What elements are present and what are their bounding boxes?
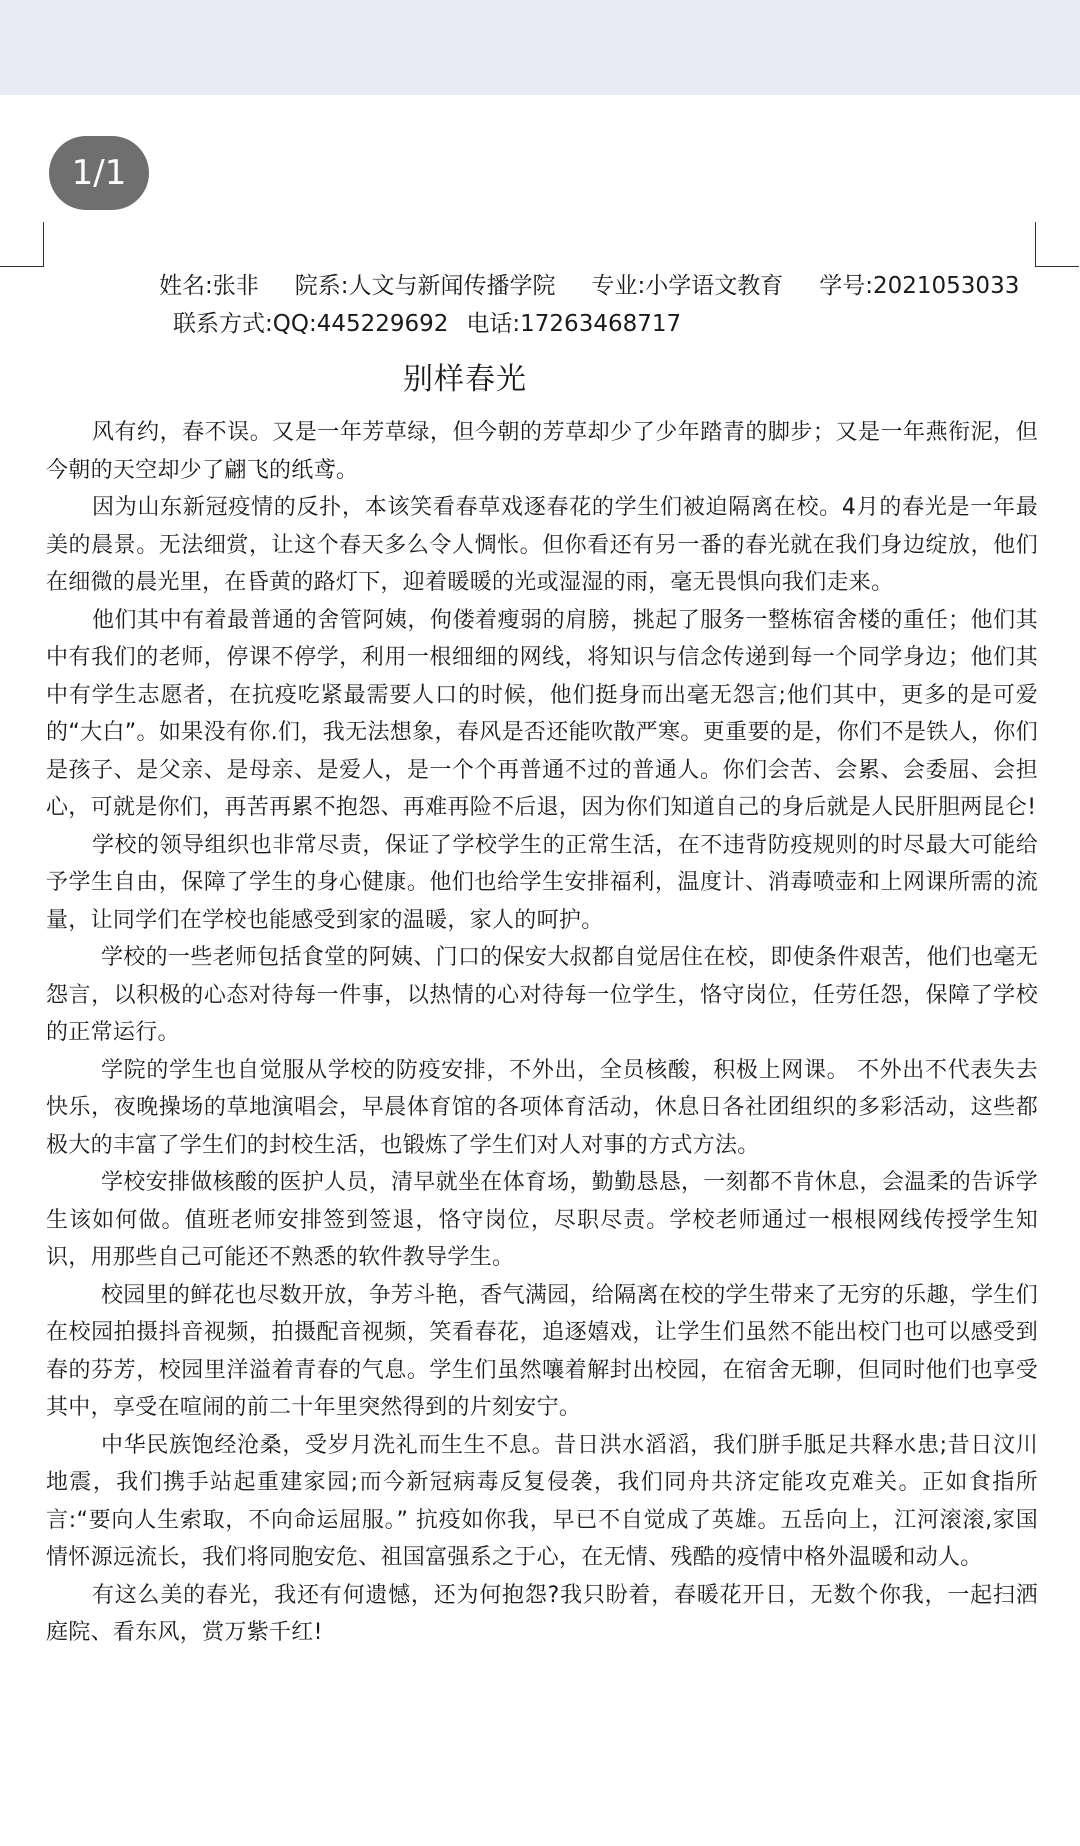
page-indicator: 1/1 xyxy=(49,136,149,210)
essay-paragraph: 风有约，春不误。又是一年芳草绿，但今朝的芳草却少了少年踏青的脚步；又是一年燕衔泥，但今朝的天空却少了翩飞的纸鸢。 xyxy=(46,420,1038,483)
essay-paragraph: 校园里的鲜花也尽数开放，争芳斗艳，香气满园，给隔离在校的学生带来了无穷的乐趣，学生们在校园拍摄抖音视频，拍摄配音视频，笑看春花，追逐嬉戏，让学生们虽然不能出校门也可以感受到春的芬芳，校园里洋溢着青春的气息。学生们虽然嚷着解封出校园，在宿舍无聊，但同时他们也享受其中，享受在喧闹的前二十年里突然得到的片刻安宁。 xyxy=(46,1282,1038,1420)
essay-paragraph: 学院的学生也自觉服从学校的防疫安排，不外出，全员核酸，积极上网课。 不外出不代表失去快乐，夜晚操场的草地演唱会，早晨体育馆的各项体育活动，休息日各社团组织的多彩活动，这些都极大的丰富了学生们的封校生活，也锻炼了学生们对人对事的方式方法。 xyxy=(46,1057,1038,1158)
contact-qq: 联系方式:QQ:445229692 xyxy=(173,311,449,337)
essay-paragraph: 因为山东新冠疫情的反扑，本该笑看春草戏逐春花的学生们被迫隔离在校。4月的春光是一年最美的晨景。无法细赏，让这个春天多么令人惆怅。但你看还有另一番的春光就在我们身边绽放，他们在细微的晨光里，在昏黄的路灯下，迎着暖暖的光或湿湿的雨，毫无畏惧向我们走来。 xyxy=(46,495,1038,595)
essay-title: 别样春光 xyxy=(403,362,527,397)
essay-paragraph: 学校的一些老师包括食堂的阿姨、门口的保安大叔都自觉居住在校，即使条件艰苦，他们也毫无怨言，以积极的心态对待每一件事，以热情的心对待每一位学生，恪守岗位，任劳任怨，保障了学校的正常运行。 xyxy=(46,945,1038,1045)
student-department: 院系:人文与新闻传播学院 xyxy=(294,273,556,299)
viewer-top-bar xyxy=(0,0,1080,95)
essay-paragraph: 学校的领导组织也非常尽责，保证了学校学生的正常生活，在不违背防疫规则的时尽最大可能给予学生自由，保障了学生的身心健康。他们也给学生安排福利，温度计、消毒喷壶和上网课所需的流量，让同学们在学校也能感受到家的温暖，家人的呵护。 xyxy=(46,832,1038,933)
crop-mark-top-left xyxy=(0,222,44,267)
essay-paragraph: 他们其中有着最普通的舍管阿姨，佝偻着瘦弱的肩膀，挑起了服务一整栋宿舍楼的重任；他们其中有我们的老师，停课不停学，利用一根细细的网线，将知识与信念传递到每一个同学身边；他们其中有学生志愿者，在抗疫吃紧最需要人口的时候，他们挺身而出毫无怨言;他们其中，更多的是可爱的“大白”。如果没有你.们，我无法想象，春风是否还能吹散严寒。更重要的是，你们不是铁人，你们是孩子、是父亲、是母亲、是爱人，是一个个再普通不过的普通人。你们会苦、会累、会委屈、会担心，可就是你们，再苦再累不抱怨、再难再险不后退，因为你们知道自己的身后就是人民肝胆两昆仑! xyxy=(46,607,1038,820)
student-major: 专业:小学语文教育 xyxy=(591,273,784,299)
essay-paragraph: 中华民族饱经沧桑，受岁月洗礼而生生不息。昔日洪水滔滔，我们胼手胝足共释水患;昔日汶川地震，我们携手站起重建家园;而今新冠病毒反复侵袭，我们同舟共济定能攻克难关。正如食指所言:“要向人生索取，不向命运屈服。” 抗疫如你我，早已不自觉成了英雄。五岳向上，江河滚滚,家国情怀源远流长，我们将同胞安危、祖国富强系之于心，在无情、残酷的疫情中格外温暖和动人。 xyxy=(46,1432,1038,1570)
contact-phone: 电话:17263468717 xyxy=(466,311,682,337)
essay-paragraph: 有这么美的春光，我还有何遗憾，还为何抱怨?我只盼着，春暖花开日，无数个你我，一起扫洒庭院、看东风，赏万紫千红! xyxy=(46,1582,1038,1645)
essay-paragraph: 学校安排做核酸的医护人员，清早就坐在体育场，勤勤恳恳，一刻都不肯休息，会温柔的告诉学生该如何做。值班老师安排签到签退，恪守岗位，尽职尽责。学校老师通过一根根网线传授学生知识，用那些自己可能还不熟悉的软件教导学生。 xyxy=(46,1170,1038,1270)
student-info-row xyxy=(159,268,1019,304)
contact-info-row xyxy=(173,306,681,342)
student-name: 姓名:张非 xyxy=(159,273,259,299)
essay-body xyxy=(46,414,1038,1652)
student-id: 学号:2021053033 xyxy=(819,273,1020,299)
crop-mark-top-right xyxy=(1035,222,1079,267)
